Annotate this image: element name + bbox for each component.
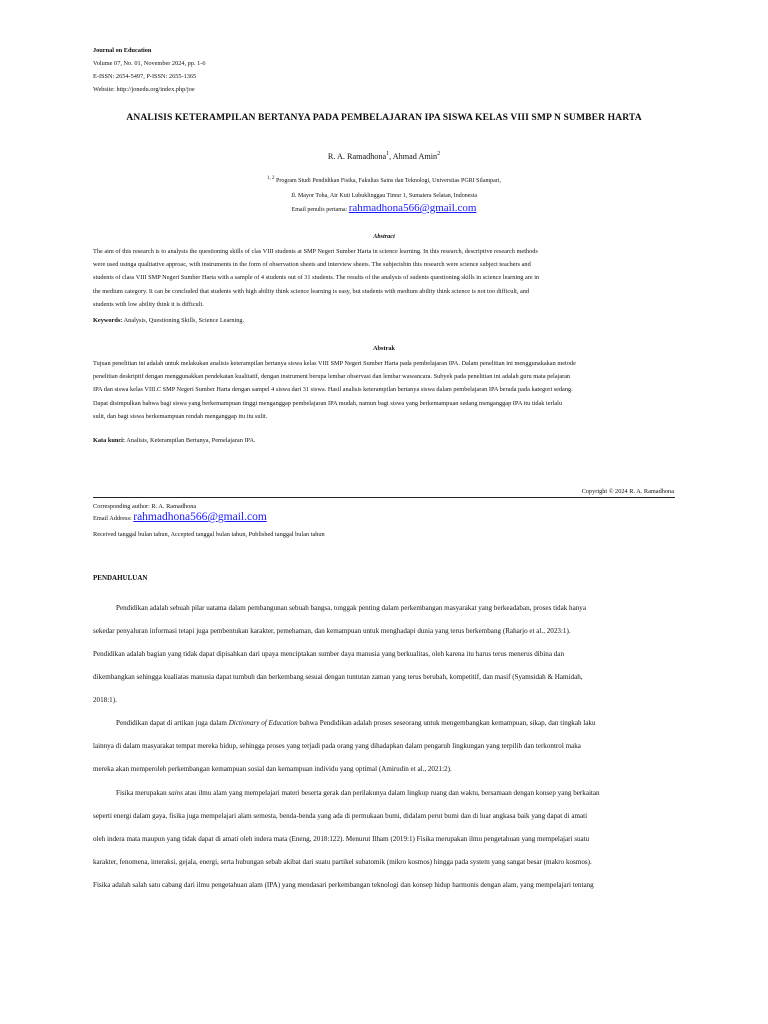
email-address-label: Email Address: <box>93 515 134 522</box>
abstract-en-line: students of class VIII SMP Negeri Sumber Harta with a sample of 4 students out of 31 students. The results of the analysis of sudents questioning skills in science learning are in <box>93 274 540 282</box>
abstract-id-line: IPA dan siswa kelas VIII.C SMP Negeri Sumber Harta dengan sampel 4 siswa dari 31 siswa. Hasil analisis keterampilan bertanya siswa dalam pembelajaran IPA berada pada kategori sedang. <box>93 386 573 394</box>
abstract-id-line: Dapat disimpulkan bahwa bagi siswa yang berkemampuan tinggi menganggap pembelajaran IPA mudah, namun bagi siswa yang berkemampuan sedang menganggap IPA itu tidak terlalu <box>93 399 563 407</box>
corresponding-author: Corresponding author: R. A. Ramadhona <box>93 503 197 510</box>
author-1-sup: 1 <box>386 151 390 157</box>
received-dates: Received tanggal bulan tahun, Accepted tanggal bulan tahun, Published tanggal bulan tahun <box>93 531 325 538</box>
journal-website: Website: http://jonedu.org/index.php/joe <box>93 86 195 93</box>
abstract-en-line: The aim of this research is to analysis the questioning skills of clas VIII students at SMP Negeri Sumber Harta in science learning. In this research, descriptive research methods <box>93 248 538 255</box>
journal-volume: Volume 07, No. 01, November 2024, pp. 1-6 <box>93 60 206 67</box>
affiliation-line-2: Jl. Mayor Toha, Air Kuti Lubuklinggau Timur 1, Sumatera Selatan, Indonesia <box>290 193 478 199</box>
keywords-en <box>93 317 244 324</box>
body-paragraph-2 <box>93 712 675 781</box>
correspondence-email-line <box>93 511 267 523</box>
journal-name: Journal on Education <box>93 47 152 54</box>
paper-title: ANALISIS KETERAMPILAN BERTANYA PADA PEMBELAJARAN IPA SISWA KELAS VIII SMP N SUMBER HARTA <box>126 112 642 123</box>
affiliation-sup: 1, 2 <box>267 176 275 181</box>
section-heading: PENDAHULUAN <box>93 574 148 582</box>
abstrak-heading: Abstrak <box>372 345 396 352</box>
journal-issn: E-ISSN: 2654-5497, P-ISSN: 2655-1365 <box>93 73 197 80</box>
body-paragraph-1 <box>93 597 675 712</box>
abstract-en-line: students with low ability think it is difficult. <box>93 300 204 308</box>
abstract-heading: Abstract <box>373 233 395 240</box>
body-line: oleh indera mata maupun yang tidak dapat di amati oleh indera mata (Eneng, 2018:122). Menurut Ilham (2019:1) Fisika merupakan ilmu pengetahuan yang mempelajari suatu <box>93 835 590 843</box>
abstract-id-line: sulit, dan bagi siswa berkemampuan rendah menganggap itu itu sulit. <box>93 412 268 420</box>
affiliation-line-1 <box>0 178 768 184</box>
body-line: Pendidikan dapat di artikan juga dalam Dictionary of Education bahwa Pendidikan adalah proses seseorang untuk mengembangkan kemampuan, sikap, dan tingkah laku <box>116 719 596 727</box>
correspondence-email-link[interactable]: rahmadhona566@gmail.com <box>133 511 267 523</box>
body-line: lainnya di dalam masyarakat tempat mereka hidup, sehingga proses yang terjadi pada orang yang dihadapkan dalam pengaruh lingkungan yang terpilih dan terkontrol maka <box>93 742 581 750</box>
author-line <box>0 152 768 161</box>
keywords-id <box>93 437 256 444</box>
abstract-en-line: were used usinga qualitative approac, with instruments in the form of observation sheets and interview sheets. The subjectsbin this research were science subject teachers and <box>93 261 531 269</box>
copyright-notice: Copyright © 2024 R. A. Ramadhona <box>581 488 674 495</box>
body-line: Pendidikan adalah sebuah pilar uatama dalam pembangunan sebuah bangsa, tonggak penting dalam perkembangan masyarakat yang berkeadaban, proses tidak hanya <box>116 604 586 612</box>
body-line: Fisika merupakan sains atau ilmu alam yang mempelajari materi beserta gerak dan perilakunya dalam lingkup ruang dan waktu, bersamaan dengan konsep yang berkaitan <box>116 789 600 797</box>
body-line: sekedar penyaluran informasi tetapi juga pembentukan karakter, pemehaman, dan kemampuan untuk menghadapi dunia yang terus berkembang (Raharjo et al., 2023:1). <box>93 627 571 635</box>
body-line: karakter, fenomena, interaksi, gejala, energi, serta hubungan sebab akibat dari suatu partikel subatomik (mikro kosmos) hingga pada system yang sangat besar (makro kosmos). <box>93 858 592 866</box>
divider <box>93 497 675 498</box>
author-2: , Ahmad Amin <box>389 152 438 161</box>
abstract-en <box>93 245 668 311</box>
body-paragraph-3 <box>93 782 675 897</box>
author-1: R. A. Ramadhona <box>327 152 387 161</box>
body-line: seperti energi dalam gaya, fisika juga mempelajari alam semesta, benda-benda yang ada di permukaan bumi, didalam perut bumi dan di luar angkasa baik yang dapat di amati <box>93 812 588 820</box>
body-line: mereka akan memperoleh perkembangan kemampuan sosial dan kemampuan individu yang optimal (Amirudin et al., 2021:2). <box>93 765 452 773</box>
keywords-text: Analysis, Questioning Skills, Science Learning. <box>122 317 245 324</box>
kata-kunci-text: Analisis, Keterampilan Bertanya, Pemelajaran IPA. <box>125 437 256 444</box>
email-label: Email penulis pertama: <box>291 207 349 213</box>
body-line: Fisika adalah salah satu cabang dari ilmu pengetahuan alam (IPA) yang mendasari perkembangan teknologi dan konsep hidup harmonis dengan alam, yang mempelajari tentang <box>93 881 594 889</box>
author-email-link[interactable]: rahmadhona566@gmail.com <box>348 202 477 214</box>
affiliation-text-1: Program Studi Pendidikan Fisika, Fakultas Sains dan Teknologi, Universitas PGRI Silampari, <box>276 178 501 184</box>
abstract-id-line: penelitian deskriptif dengan menggunakkan pendekatan kualitatif, dengan instrument berupa lembar observasi dan lembar wawancara. Subyek pada penelitian ini adalah guru mata pelajaran <box>93 373 571 381</box>
author-2-sup: 2 <box>437 151 441 157</box>
kata-kunci-label: Kata kunci: <box>93 437 126 444</box>
body-line: 2018:1). <box>93 696 117 704</box>
abstract-id-line: Tujuan penelitian ini adalah untuk melakukan analisis keterampilan bertanya siswa kelas VIII SMP Negeri Sumber Harta pada pembelajaran IPA. Dalam penelitian ini menggunakakan metode <box>93 360 576 367</box>
keywords-label: Keywords: <box>93 317 123 324</box>
abstract-en-line: the medium category. It can be concluded that students with high ability think science learning is easy, but students with medium ability think science is not too difficult, and <box>93 287 530 295</box>
abstract-id <box>93 357 668 423</box>
affiliation-email-line <box>0 202 768 214</box>
body-line: Pendidikan adalah bagian yang tidak dapat dipisahkan dari upaya menciptakan sumber daya manusia yang berkualitas, oleh karena itu harus terus menerus dibina dan <box>93 650 564 658</box>
body-line: dikembangkan sehingga kualiatas manusia dapat tumbuh dan berkembang sesuai dengan tuntutan zaman yang terus berubah, kompetitif, dan masif (Syamsidah & Hamidah, <box>93 673 583 681</box>
